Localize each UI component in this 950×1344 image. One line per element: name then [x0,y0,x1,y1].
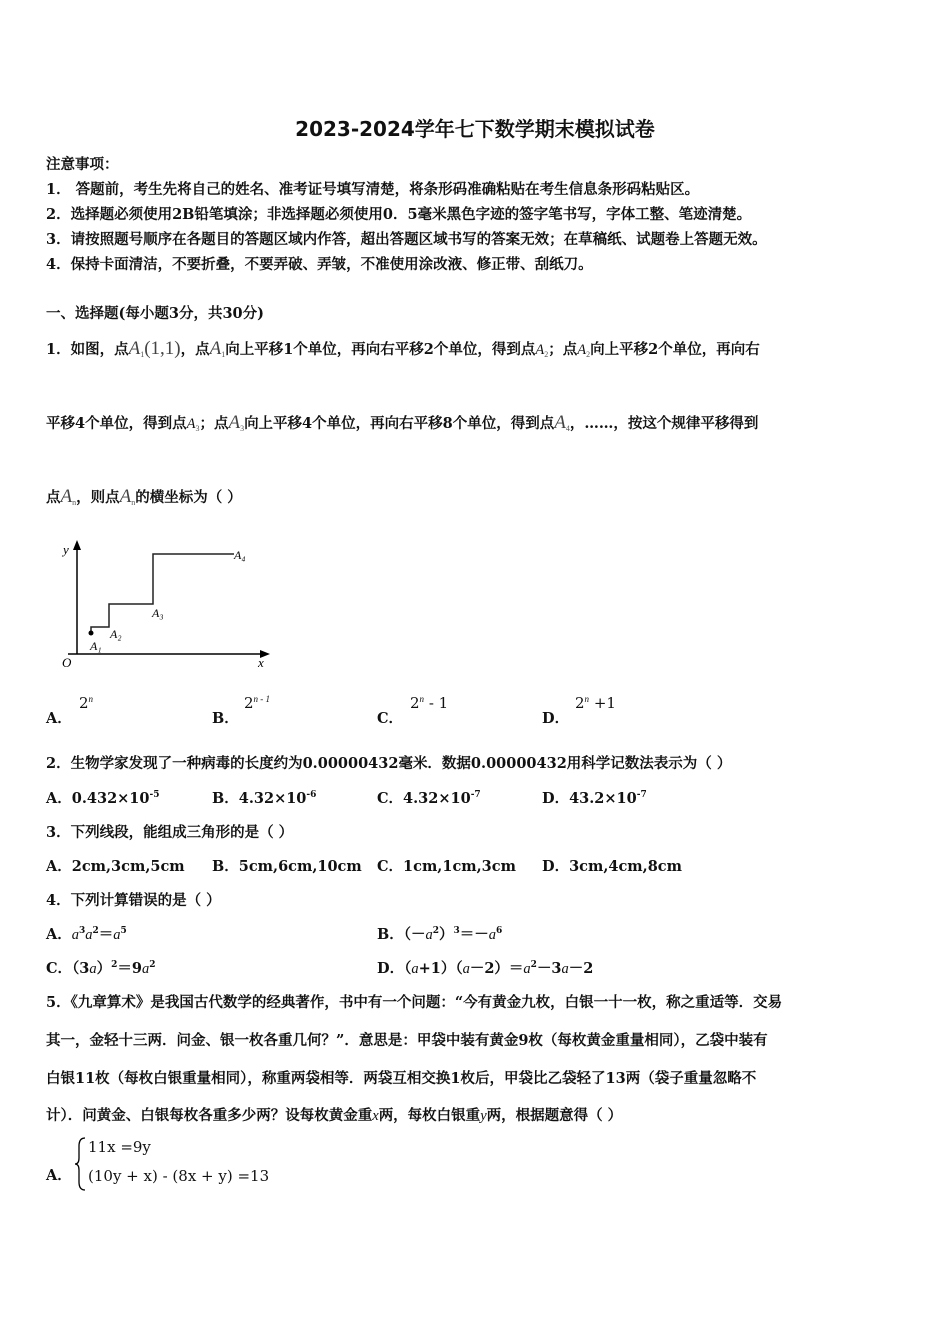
option-2d: D．$43.2\times 10^{-7}$ [542,790,647,807]
question-1-line-2: 平移4个单位，得到点$A_3$；点$A_3$向上平移4个单位，再向右平移8个单位，得到点$A_4$，……，按这个规律平移得到 [46,412,759,433]
note-item: 3．请按照题号顺序在各题目的答题区域内作答，超出答题区域书写的答案无效；在草稿纸、试题卷上答题无效。 [46,231,767,248]
label-a4: A₄ [234,548,246,562]
section-heading: 一、选择题(每小题3分，共30分) [46,305,264,322]
equation-1: 11x =9y [88,1138,151,1156]
option-1c-expr: 2$^n$ - 1 [410,694,449,712]
staircase-figure [56,534,276,674]
option-4a: A．$a^3a^2=a^5$ [46,926,127,943]
option-4b: B．$(-a^2)^3=-a^6$ [377,926,503,943]
option-1b-expr: 2$^{n - 1}$ [244,694,271,712]
notes-heading: 注意事项： [46,156,119,173]
question-5-line-3: 白银11枚（每枚白银重量相同），称重两袋相等．两袋互相交换1枚后，甲袋比乙袋轻了13两（袋子重量忽略不 [46,1070,757,1087]
page-title: 2023-2024学年七下数学期末模拟试卷 [295,117,655,141]
question-4: 4．下列计算错误的是（ ） [46,892,221,909]
label-a3: A₃ [152,606,164,620]
option-3d: D．3cm,4cm,8cm [542,858,682,875]
step-path [91,554,234,633]
option-5a-label: A． [46,1167,72,1184]
option-2b: B．$4.32\times 10^{-6}$ [212,790,317,807]
question-2: 2．生物学家发现了一种病毒的长度约为0.00000432毫米．数据0.00000432用科学记数法表示为（ ） [46,755,732,772]
label-a2: A₂ [110,627,122,641]
question-1-line-1: 1．如图，点$A_1(1,1)$，点$A_1$向上平移1个单位，再向右平移2个单位，得到点$A_2$；点$A_2$向上平移2个单位，再向右 [46,338,760,359]
point-a1 [89,631,94,636]
option-4c: C．$(3a)^2=9a^2$ [46,960,156,977]
x-axis-label: x [258,655,264,670]
option-1b: B． [212,710,239,727]
option-3a: A．2cm,3cm,5cm [46,858,185,875]
label-a1: A₁ [90,639,102,653]
option-1d-expr: $2^n +1$ [575,694,616,712]
question-5-line-2: 其一，金轻十三两．问金、银一枚各重几何？”．意思是：甲袋中装有黄金9枚（每枚黄金重量相同），乙袋中装有 [46,1032,768,1049]
option-2c: C．$4.32\times 10^{-7}$ [377,790,481,807]
origin-label: O [62,655,72,670]
option-4d: D．$(a+1)(a-2)=a^2-3a-2$ [377,960,594,977]
brace-icon [74,1136,88,1192]
equation-2: (10y + x) - (8x + y) =13 [88,1167,270,1185]
note-item: 4．保持卡面清洁，不要折叠，不要弄破、弄皱，不准使用涂改液、修正带、刮纸刀。 [46,256,593,273]
option-1a-expr: 2$^n$ [79,694,94,712]
option-1c: C． [377,710,404,727]
question-5-line-4: 计）．问黄金、白银每枚各重多少两？设每枚黄金重x两，每枚白银重y两，根据题意得（ ） [46,1107,623,1124]
question-3: 3．下列线段，能组成三角形的是（ ） [46,824,294,841]
option-1a: A． [46,710,72,727]
option-1d: D． [542,710,570,727]
question-1-line-3: 点$A_n$，则点$A_n$的横坐标为（ ） [46,486,242,507]
note-item: 1． 答题前，考生先将自己的姓名、准考证号填写清楚，将条形码准确粘贴在考生信息条形码粘贴区。 [46,181,700,198]
option-3b: B．5cm,6cm,10cm [212,858,362,875]
option-3c: C．1cm,1cm,3cm [377,858,516,875]
y-axis-label: y [63,542,69,557]
note-item: 2．选择题必须使用2B铅笔填涂；非选择题必须使用0．5毫米黑色字迹的签字笔书写，字体工整、笔迹清楚。 [46,206,752,223]
question-5-line-1: 5．《九章算术》是我国古代数学的经典著作，书中有一个问题：“今有黄金九枚，白银一十一枚，称之重适等．交易 [46,994,783,1011]
y-axis-arrow-icon [73,540,81,550]
option-2a: A．$0.432\times 10^{-5}$ [46,790,160,807]
